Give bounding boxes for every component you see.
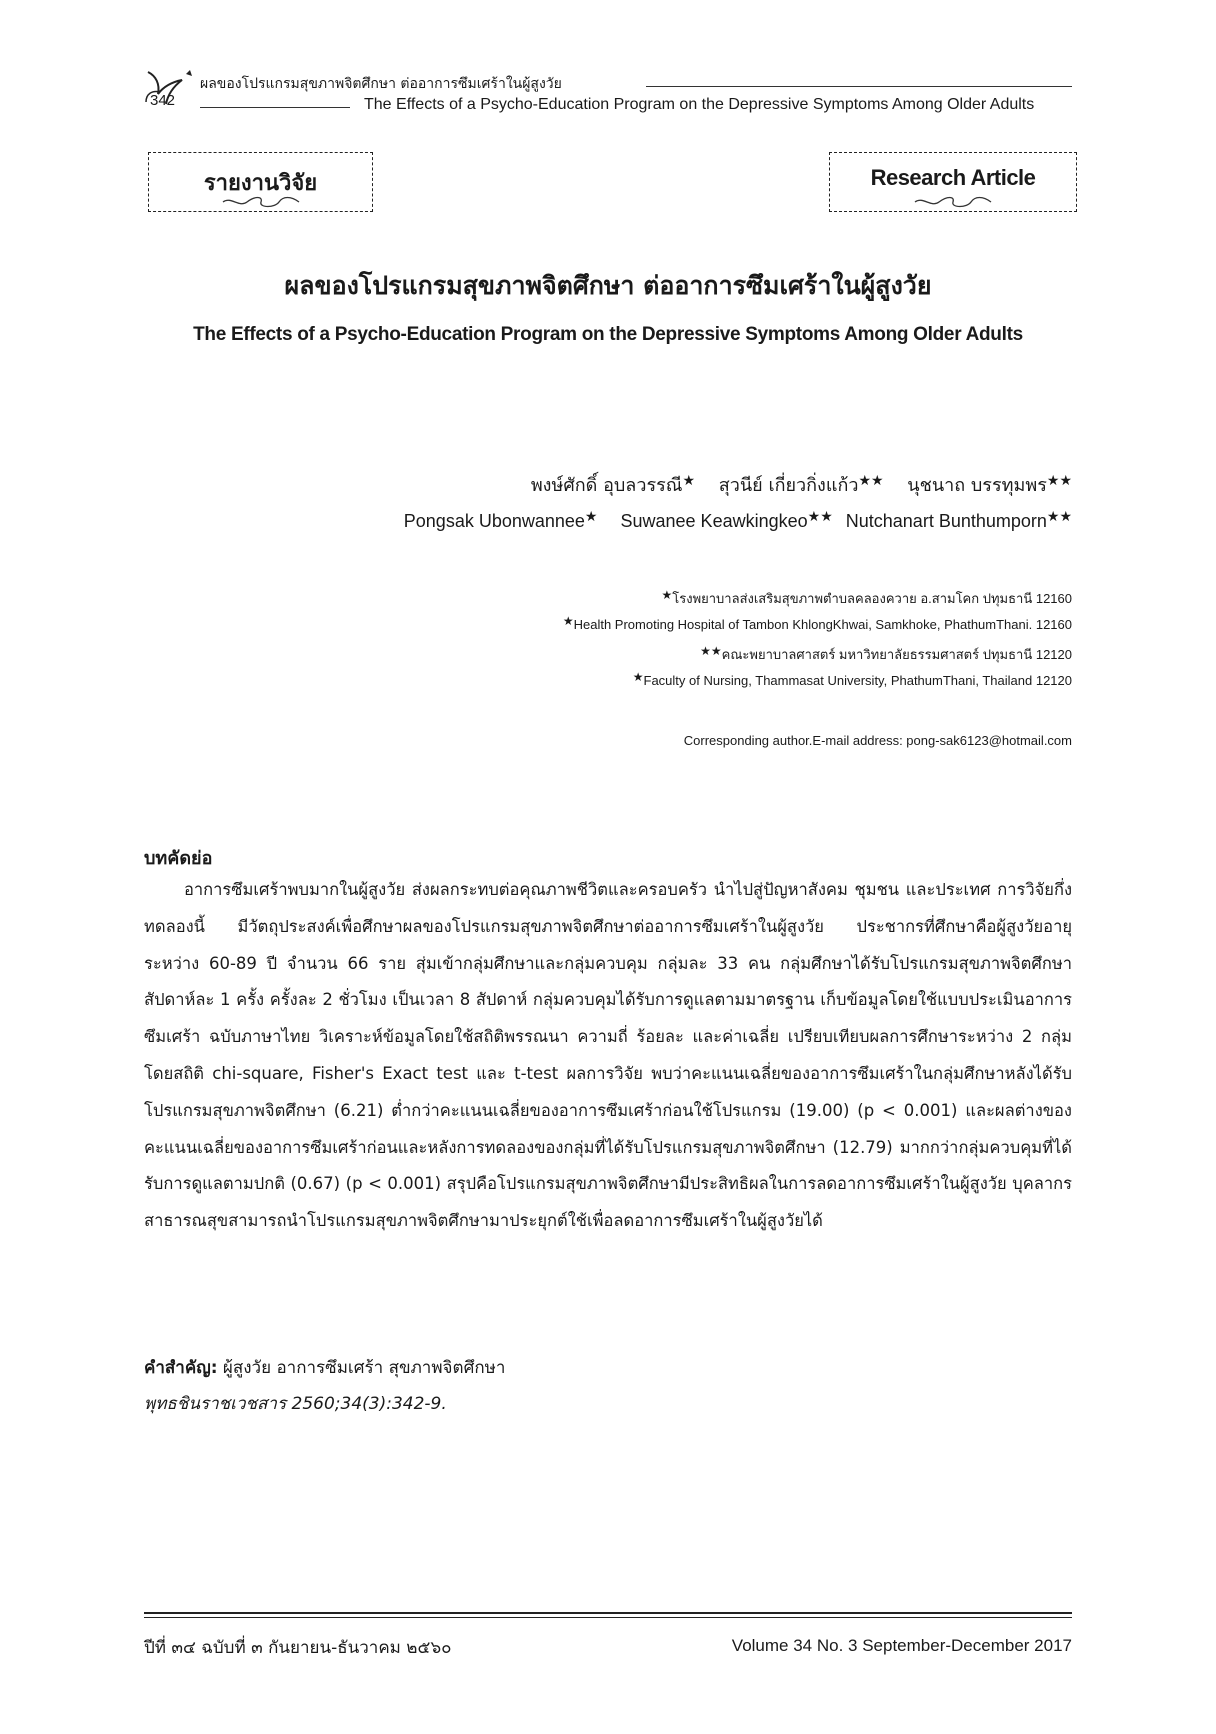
author-mark: ★★ (807, 508, 833, 524)
affiliation-text: Health Promoting Hospital of Tambon KhlongKhwai, Samkhoke, PhathumThani. 12160 (573, 617, 1072, 632)
author-name: Nutchanart Bunthumporn (845, 511, 1047, 531)
affiliation (562, 614, 1072, 632)
affiliation (632, 670, 1072, 688)
affiliation (661, 588, 1072, 609)
header-rule-top (646, 86, 1072, 87)
author-mark: ★★ (1046, 508, 1072, 524)
author-mark: ★★ (1046, 473, 1072, 489)
keywords (144, 1354, 505, 1381)
author-name: นุชนาถ บรรทุมพร (907, 475, 1047, 496)
ornament-icon (913, 196, 993, 208)
abstract-text: อาการซึมเศร้าพบมากในผู้สูงวัย ส่งผลกระทบต่อคุณภาพชีวิตและครอบครัว นำไปสู่ปัญหาสังคม ชุมชน และประเทศ การวิจัยกึ่งทดลองนี้ มีวัตถุประสงค์เพื่อศึกษาผลของโปรแกรมสุขภาพจิตศึกษาต่ออาการซึมเศร้าในผู้สูงวัย ประชากรที่ศึกษาคือผู้สูงวัยอายุระหว่าง 60-89 ปี จำนวน 66 ราย สุ่มเข้ากลุ่มศึกษาและกลุ่มควบคุม กลุ่มละ 33 คน กลุ่มศึกษาได้รับโปรแกรมสุขภาพจิตศึกษา สัปดาห์ละ 1 ครั้ง ครั้งละ 2 ชั่วโมง เป็นเวลา 8 สัปดาห์ กลุ่มควบคุมได้รับการดูแลตามมาตรฐาน เก็บข้อมูลโดยใช้แบบประเมินอาการซึมเศร้า ฉบับภาษาไทย วิเคราะห์ข้อมูลโดยใช้สถิติพรรณนา ความถี่ ร้อยละ และค่าเฉลี่ย เปรียบเทียบผลการศึกษาระหว่าง 2 กลุ่มโดยสถิติ chi-square, Fisher's Exact test และ t-test ผลการวิจัย พบว่าคะแนนเฉลี่ยของอาการซึมเศร้าในกลุ่มศึกษาหลังได้รับโปรแกรมสุขภาพจิตศึกษา (6.21) ต่ำกว่าคะแนนเฉลี่ยของอาการซึมเศร้าก่อนใช้โปรแกรม (19.00) (p < 0.001) และผลต่างของคะแนนเฉลี่ยของอาการซึมเศร้าก่อนและหลังการทดลองของกลุ่มที่ได้รับโปรแกรมสุขภาพจิตศึกษา (12.79) มากกว่ากลุ่มควบคุมที่ได้รับการดูแลตามปกติ (0.67) (p < 0.001) สรุปคือโปรแกรมสุขภาพจิตศึกษามีประสิทธิผลในการลดอาการซึมเศร้าในผู้สูงวัย บุคลากรสาธารณสุขสามารถนำโปรแกรมสุขภาพจิตศึกษามาประยุกต์ใช้เพื่อลดอาการซึมเศร้าในผู้สูงวัยได้ (144, 880, 1072, 1231)
article-type-box-thai (148, 152, 373, 212)
affiliation-mark: ★ (562, 614, 574, 628)
footer-rule-thin (144, 1617, 1072, 1618)
ornament-icon (221, 196, 301, 208)
affiliation-mark: ★★ (700, 644, 722, 658)
author-mark: ★★ (858, 473, 884, 489)
affiliation (700, 644, 1072, 665)
article-type-box-english (829, 152, 1077, 212)
running-header-thai: ผลของโปรแกรมสุขภาพจิตศึกษา ต่ออาการซึมเศร้าในผู้สูงวัย (200, 76, 562, 92)
abstract-body (144, 872, 1072, 1240)
affiliation-text: คณะพยาบาลศาสตร์ มหาวิทยาลัยธรรมศาสตร์ ปทุมธานี 12120 (721, 647, 1072, 662)
author-mark: ★ (584, 508, 598, 524)
footer-rule (144, 1612, 1072, 1614)
author-name: สุวนีย์ เกี่ยวกิ่งแก้ว (718, 475, 859, 496)
authors-thai (531, 470, 1072, 499)
citation: พุทธชินราชเวชสาร 2560;34(3):342-9. (144, 1394, 447, 1414)
header-rule-bottom (200, 107, 350, 108)
affiliation-mark: ★ (632, 670, 644, 684)
article-type-thai: รายงานวิจัย (203, 171, 318, 196)
author-mark: ★ (682, 473, 696, 489)
title-english: The Effects of a Psycho-Education Program on the Depressive Symptoms Among Older Adults (193, 324, 1023, 345)
affiliation-mark: ★ (661, 588, 673, 602)
authors-english (403, 508, 1072, 532)
footer-issue-thai: ปีที่ ๓๔ ฉบับที่ ๓ กันยายน-ธันวาคม ๒๕๖๐ (144, 1638, 452, 1658)
page-number: 342 (150, 92, 176, 109)
abstract-heading: บทคัดย่อ (144, 848, 213, 869)
keywords-label: คำสำคัญ: (144, 1358, 218, 1378)
footer-issue-english: Volume 34 No. 3 September-December 2017 (731, 1636, 1072, 1655)
affiliation-text: โรงพยาบาลส่งเสริมสุขภาพตำบลคลองควาย อ.สามโคก ปทุมธานี 12160 (672, 591, 1072, 606)
article-type-english: Research Article (870, 165, 1036, 190)
title-thai: ผลของโปรแกรมสุขภาพจิตศึกษา ต่ออาการซึมเศร้าในผู้สูงวัย (284, 271, 932, 300)
affiliation-text: Faculty of Nursing, Thammasat University, PhathumThani, Thailand 12120 (643, 673, 1072, 688)
author-name: พงษ์ศักดิ์ อุบลวรรณี (530, 475, 683, 496)
running-header-english: The Effects of a Psycho-Education Program on the Depressive Symptoms Among Older Adults (364, 96, 1035, 113)
keywords-text: ผู้สูงวัย อาการซึมเศร้า สุขภาพจิตศึกษา (222, 1358, 506, 1378)
author-name: Suwanee Keawkingkeo (620, 511, 808, 531)
author-name: Pongsak Ubonwannee (403, 511, 585, 531)
corresponding-author: Corresponding author.E-mail address: pong-sak6123@hotmail.com (683, 733, 1072, 748)
